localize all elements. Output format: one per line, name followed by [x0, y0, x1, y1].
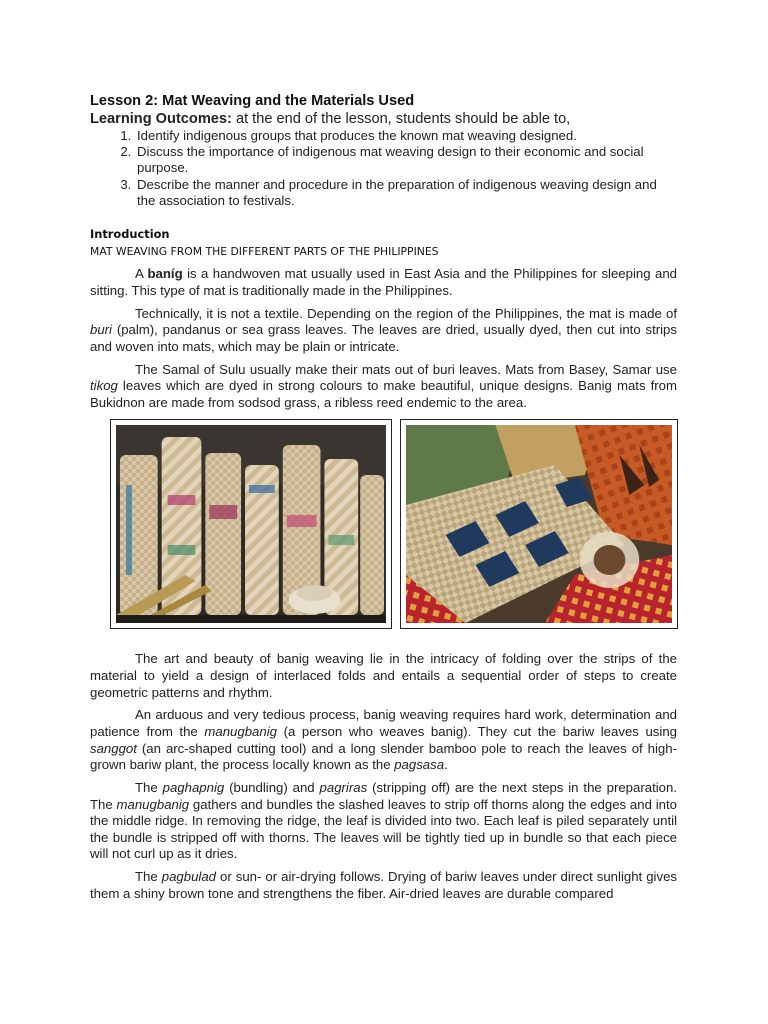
text-run: Technically, it is not a textile. Depending on the region of the Philippines, the mat is made of [135, 305, 677, 321]
lesson-title: Lesson 2: Mat Weaving and the Materials Used [90, 93, 415, 109]
paragraph-process [90, 707, 677, 773]
outcomes-lead: at the end of the lesson, students should be able to, [231, 111, 571, 127]
text-run: or sun- or air-drying follows. Drying of bariw leaves under direct sunlight gives them a shiny brown tone and strengthens the fiber. Air-dried leaves are durable compared [90, 869, 677, 901]
text-run: (stripping off) are the next steps in the preparation. The [90, 780, 677, 812]
rolled-mats-image [116, 425, 386, 623]
text-run: An arduous and very tedious process, banig weaving requires hard work, determination and patience from the [90, 707, 677, 740]
term-banig: baníg [147, 266, 183, 282]
text-run: is a handwoven mat usually used in East Asia and the Philippines for sleeping and sitting. This type of mat is traditionally made in the Philippines. [90, 266, 677, 298]
paragraph-regions [90, 362, 677, 412]
text-run: (bundling) and [224, 780, 320, 796]
mat-photos-figure [110, 419, 678, 629]
text-run: The art and beauty of banig weaving lie in the intricacy of folding over the strips of the material to yield a design of interlaced folds and entails a sequential order of steps to create geometric patterns and rhythm. [90, 651, 677, 700]
term-paghapnig: paghapnig [162, 780, 225, 796]
paragraph-bundling [90, 780, 677, 863]
learning-outcomes-line [90, 110, 677, 128]
term-sanggot: sanggot [90, 740, 137, 756]
photo-colorful-mats [400, 419, 678, 629]
intro-subheading: MAT WEAVING FROM THE DIFFERENT PARTS OF THE PHILIPPINES [90, 245, 439, 259]
text-run: A [135, 266, 148, 282]
outcome-item: 1. Identify indigenous groups that produces the known mat weaving designed. [135, 128, 677, 144]
document-page [90, 92, 677, 909]
outcomes-label: Learning Outcomes: [90, 111, 232, 127]
outcome-item: 2. Discuss the importance of indigenous mat weaving design to their economic and social purpose. [135, 144, 677, 176]
term-manugbanig: manugbanig [204, 724, 277, 740]
text-run: (a person who weaves banig). They cut the bariw leaves using [276, 724, 677, 740]
paragraph-drying [90, 869, 677, 902]
term-tikog: tikog [90, 378, 118, 394]
text-run: leaves which are dyed in strong colours to make beautiful, unique designs. Banig mats from Bukidnon are made from sodsod grass, a ribless reed endemic to the area. [90, 378, 677, 410]
text-run: (palm), pandanus or sea grass leaves. The leaves are dried, usually dyed, then cut into strips and woven into mats, which may be plain or intricate. [90, 322, 677, 354]
term-manugbanig: manugbanig [116, 796, 190, 812]
paragraph-banig [90, 266, 677, 299]
term-pagsasa: pagsasa [394, 757, 445, 773]
text-run: The [135, 780, 163, 796]
colorful-mats-image [406, 425, 672, 623]
outcome-item: 3. Describe the manner and procedure in the preparation of indigenous weaving design and the association to festivals. [135, 177, 677, 209]
term-pagbulad: pagbulad [161, 869, 217, 885]
text-run: (an arc-shaped cutting tool) and a long slender bamboo pole to reach the leaves of high-grown bariw plant, the process locally known as the [90, 740, 677, 773]
term-buri: buri [90, 322, 112, 338]
text-run: gathers and bundles the slashed leaves to strip off thorns along the edges and into the middle ridge. In removing the ridge, the leaf is divided into two. Each leaf is piled separately until the bundle is stripped off with thorns. The leaves will be tightly tied up in bundle so that each piece will not curl up as it dries. [90, 796, 677, 862]
paragraph-art-beauty [90, 651, 677, 701]
text-run: The Samal of Sulu usually make their mats out of buri leaves. Mats from Basey, Samar use [135, 361, 677, 377]
outcomes-list [90, 128, 677, 209]
term-pagriras: pagriras [319, 780, 368, 796]
text-run: The [135, 869, 162, 885]
photo-rolled-mats [110, 419, 392, 629]
intro-heading: Introduction [90, 227, 170, 242]
paragraph-materials [90, 306, 677, 356]
text-run: . [444, 757, 448, 773]
